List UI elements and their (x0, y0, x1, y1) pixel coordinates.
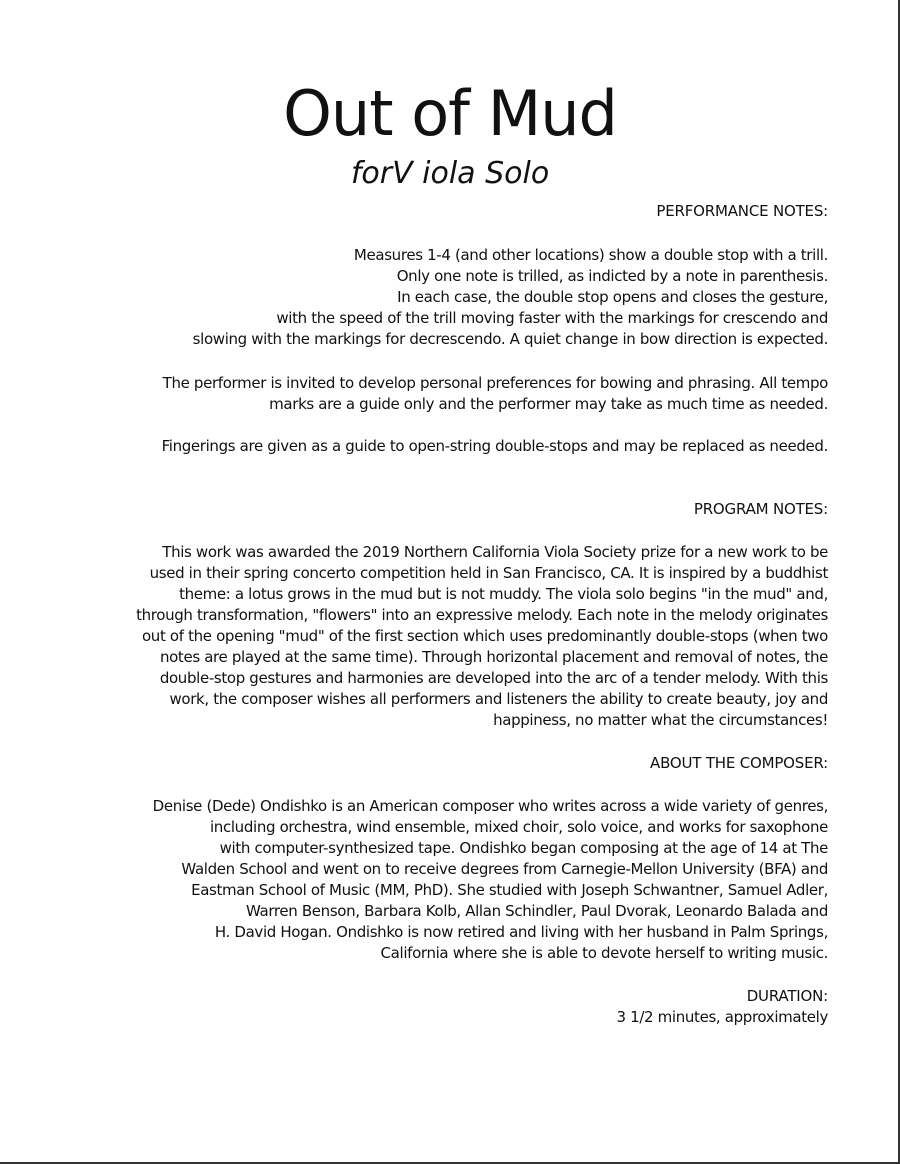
program-notes-line: work, the composer wishes all performers and listeners the ability to create beauty, joy and (169, 690, 828, 708)
about-composer-line: California where she is able to devote herself to writing music. (380, 944, 828, 962)
about-composer-line: with computer-synthesized tape. Ondishko began composing at the age of 14 at The (219, 839, 828, 857)
page-title: Out of Mud (283, 77, 617, 150)
program-notes-heading: PROGRAM NOTES: (693, 500, 828, 518)
program-notes-line: This work was awarded the 2019 Northern California Viola Society prize for a new work to be (162, 543, 828, 561)
program-notes-line: notes are played at the same time). Through horizontal placement and removal of notes, the (159, 648, 828, 666)
program-notes-line: used in their spring concerto competition held in San Francisco, CA. It is inspired by a buddhist (149, 564, 828, 582)
performance-notes-heading: PERFORMANCE NOTES: (656, 202, 828, 220)
about-composer-line: Walden School and went on to receive degrees from Carnegie-Mellon University (BFA) and (181, 860, 828, 878)
page-subtitle: forV iola Solo (350, 156, 550, 191)
program-notes-line: happiness, no matter what the circumstances! (493, 711, 828, 729)
about-composer-line: Eastman School of Music (MM, PhD). She studied with Joseph Schwantner, Samuel Adler, (191, 881, 828, 899)
performance-notes-line: Measures 1-4 (and other locations) show a double stop with a trill. (353, 246, 828, 264)
about-composer-line: Warren Benson, Barbara Kolb, Allan Schindler, Paul Dvorak, Leonardo Balada and (246, 902, 828, 920)
performance-notes-line: In each case, the double stop opens and closes the gesture, (397, 288, 828, 306)
duration-heading: DURATION: (746, 987, 828, 1005)
program-notes-line: theme: a lotus grows in the mud but is not muddy. The viola solo begins "in the mud" and, (179, 585, 828, 603)
about-composer-line: H. David Hogan. Ondishko is now retired and living with her husband in Palm Springs, (214, 923, 828, 941)
performance-notes-line: slowing with the markings for decrescendo. A quiet change in bow direction is expected. (192, 330, 828, 348)
program-notes-line: double-stop gestures and harmonies are developed into the arc of a tender melody. With this (159, 669, 828, 687)
program-notes-line: out of the opening "mud" of the first section which uses predominantly double-stops (when two (141, 627, 828, 645)
duration-value: 3 1/2 minutes, approximately (616, 1008, 828, 1026)
performance-notes-line: The performer is invited to develop personal preferences for bowing and phrasing. All tempo (162, 374, 828, 392)
about-composer-heading: ABOUT THE COMPOSER: (650, 754, 828, 772)
program-notes-line: through transformation, "flowers" into an expressive melody. Each note in the melody originates (136, 606, 828, 624)
about-composer-line: including orchestra, wind ensemble, mixed choir, solo voice, and works for saxophone (209, 818, 828, 836)
performance-notes-line: marks are a guide only and the performer may take as much time as needed. (269, 395, 828, 413)
performance-notes-line: with the speed of the trill moving faster with the markings for crescendo and (276, 309, 828, 327)
about-composer-line: Denise (Dede) Ondishko is an American composer who writes across a wide variety of genres, (152, 797, 828, 815)
performance-notes-line: Fingerings are given as a guide to open-string double-stops and may be replaced as needed. (161, 437, 828, 455)
performance-notes-line: Only one note is trilled, as indicted by a note in parenthesis. (396, 267, 828, 285)
